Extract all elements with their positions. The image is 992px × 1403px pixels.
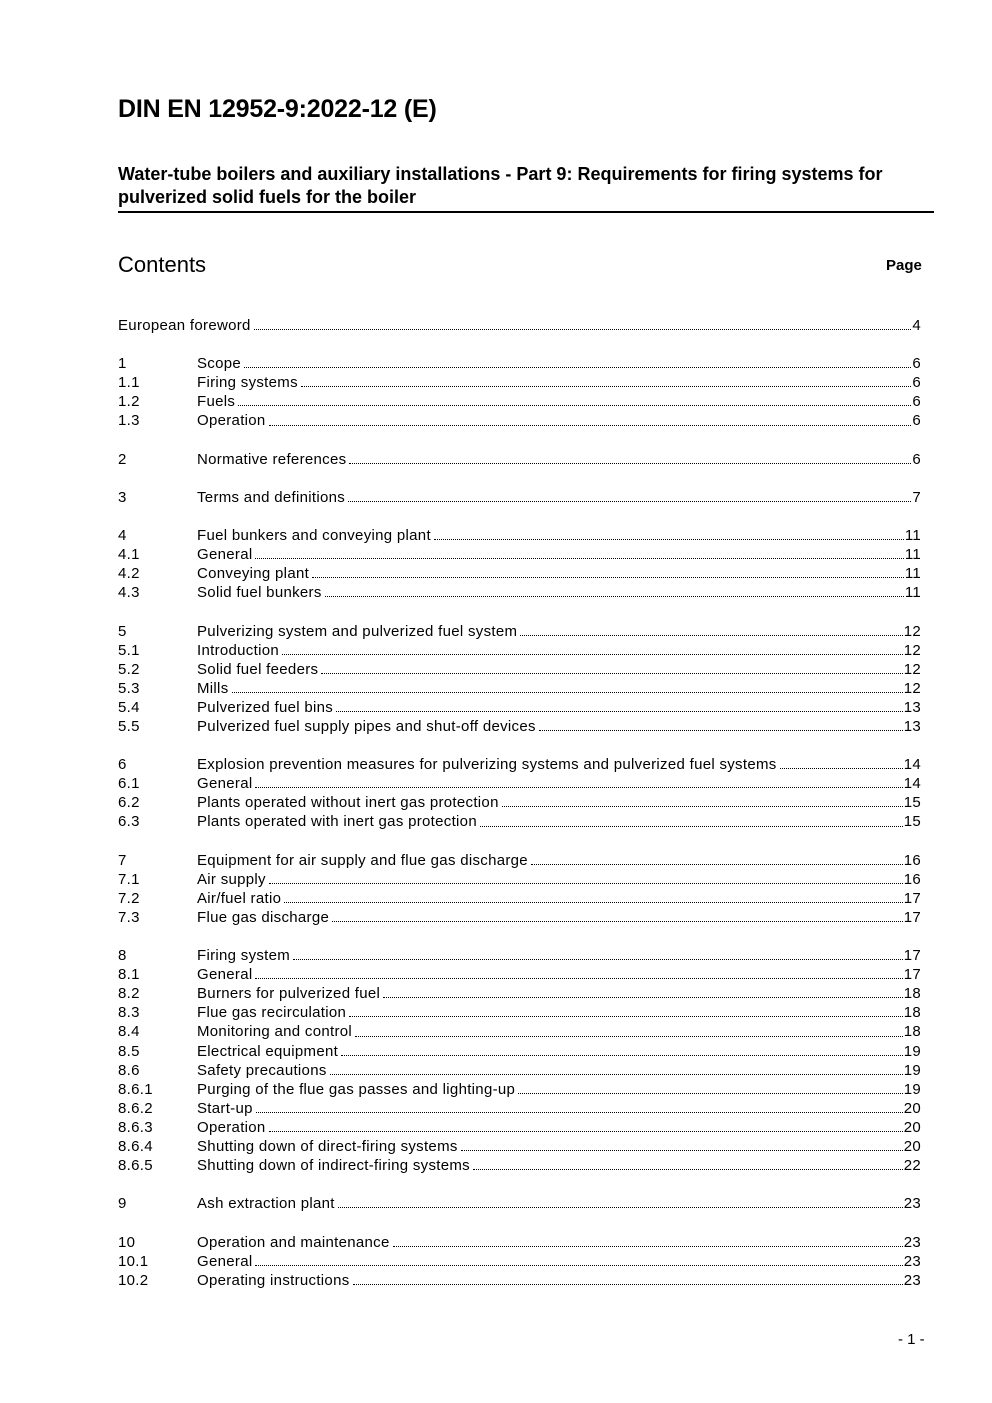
toc-entry[interactable] bbox=[118, 774, 921, 793]
toc-dot-leader bbox=[341, 1054, 903, 1056]
document-title: Water-tube boilers and auxiliary installations - Part 9: Requirements for firing systems for pulverized solid fuels for the boiler bbox=[118, 163, 934, 213]
toc-entry-title: General bbox=[197, 966, 253, 984]
toc-dot-leader bbox=[473, 1168, 903, 1170]
toc-entry[interactable] bbox=[118, 908, 921, 927]
toc-dot-leader bbox=[393, 1245, 903, 1247]
toc-entry-page: 20 bbox=[903, 1118, 921, 1136]
toc-entry[interactable] bbox=[118, 755, 921, 774]
toc-entry-number: 5.1 bbox=[118, 641, 140, 659]
toc-entry-page: 4 bbox=[912, 317, 921, 334]
toc-entry-number: 4 bbox=[118, 527, 127, 545]
toc-entry-page: 11 bbox=[904, 546, 921, 564]
toc-entry-number: 8.6.4 bbox=[118, 1138, 153, 1156]
toc-entry[interactable] bbox=[118, 1042, 921, 1061]
toc-dot-leader bbox=[301, 385, 911, 387]
toc-dot-leader bbox=[353, 1283, 903, 1285]
toc-entry-title: Operation bbox=[197, 1118, 266, 1136]
toc-entry-number: 1.2 bbox=[118, 393, 140, 411]
toc-spacer bbox=[118, 431, 921, 450]
toc-entry[interactable] bbox=[118, 526, 921, 545]
toc-spacer bbox=[118, 335, 921, 354]
toc-entry-title: Air supply bbox=[197, 870, 266, 888]
toc-entry-page: 12 bbox=[903, 660, 921, 678]
toc-entry[interactable] bbox=[118, 1137, 921, 1156]
toc-entry-title: Solid fuel bunkers bbox=[197, 584, 322, 602]
toc-entry-page: 6 bbox=[912, 450, 921, 468]
toc-entry-page: 19 bbox=[903, 1061, 921, 1079]
toc-entry-page: 17 bbox=[903, 947, 921, 965]
toc-entry-title: Fuel bunkers and conveying plant bbox=[197, 527, 431, 545]
toc-entry-page: 17 bbox=[903, 889, 921, 907]
toc-entry[interactable] bbox=[118, 1252, 921, 1271]
toc-entry-title: Pulverized fuel bins bbox=[197, 698, 334, 716]
toc-entry[interactable] bbox=[118, 488, 921, 507]
toc-dot-leader bbox=[355, 1035, 903, 1037]
toc-entry-page: 16 bbox=[903, 851, 921, 869]
toc-entry-number: 6 bbox=[118, 756, 127, 774]
toc-entry-title: General bbox=[197, 546, 253, 564]
toc-entry[interactable] bbox=[118, 1156, 921, 1175]
toc-entry[interactable] bbox=[118, 679, 921, 698]
toc-entry[interactable] bbox=[118, 392, 921, 411]
toc-entry-page: 6 bbox=[912, 355, 921, 373]
toc-entry-title: Flue gas recirculation bbox=[197, 1004, 347, 1022]
toc-entry-page: 13 bbox=[903, 717, 921, 735]
toc-entry[interactable] bbox=[118, 354, 921, 373]
toc-entry-title: Terms and definitions bbox=[197, 488, 346, 506]
toc-entry-number: 9 bbox=[118, 1195, 127, 1213]
toc-entry-title: Purging of the flue gas passes and lighting-up bbox=[197, 1080, 516, 1098]
toc-entry-title: Air/fuel ratio bbox=[197, 889, 282, 907]
toc-entry-page: 6 bbox=[912, 412, 921, 430]
toc-entry-number: 7.1 bbox=[118, 870, 140, 888]
toc-entry-page: 15 bbox=[903, 813, 921, 831]
toc-entry-number: 5.2 bbox=[118, 660, 140, 678]
toc-entry[interactable] bbox=[118, 812, 921, 831]
toc-entry[interactable] bbox=[118, 411, 921, 430]
toc-entry-page: 11 bbox=[904, 527, 921, 545]
toc-entry-number: 1 bbox=[118, 355, 127, 373]
toc-entry-page: 22 bbox=[903, 1157, 921, 1175]
toc-spacer bbox=[118, 927, 921, 946]
toc-entry-number: 4.1 bbox=[118, 546, 140, 564]
toc-entry-number: 6.1 bbox=[118, 775, 140, 793]
toc-dot-leader bbox=[539, 729, 903, 731]
toc-dot-leader bbox=[349, 462, 911, 464]
toc-entry[interactable] bbox=[118, 641, 921, 660]
toc-entry[interactable] bbox=[118, 698, 921, 717]
toc-entry-page: 18 bbox=[903, 985, 921, 1003]
toc-dot-leader bbox=[338, 1206, 903, 1208]
toc-entry-page: 13 bbox=[903, 698, 921, 716]
toc-entry-title: Shutting down of direct-firing systems bbox=[197, 1138, 458, 1156]
toc-entry-number: 8.5 bbox=[118, 1042, 140, 1060]
toc-entry-page: 14 bbox=[903, 775, 921, 793]
document-id: DIN EN 12952-9:2022-12 (E) bbox=[118, 95, 437, 123]
toc-entry-title: Plants operated with inert gas protection bbox=[197, 813, 477, 831]
toc-entry-title: Shutting down of indirect-firing systems bbox=[197, 1157, 470, 1175]
toc-entry-title: General bbox=[197, 1252, 253, 1270]
toc-entry[interactable] bbox=[118, 851, 921, 870]
toc-dot-leader bbox=[434, 538, 904, 540]
toc-spacer bbox=[118, 1213, 921, 1232]
toc-entry-title: Equipment for air supply and flue gas discharge bbox=[197, 851, 528, 869]
toc-entry-page: 14 bbox=[903, 756, 921, 774]
toc-dot-leader bbox=[502, 805, 903, 807]
toc-entry[interactable] bbox=[118, 1194, 921, 1213]
toc-entry-number: 5.5 bbox=[118, 717, 140, 735]
toc-entry-page: 11 bbox=[904, 565, 921, 583]
toc-entry-title: Mills bbox=[197, 679, 229, 697]
toc-entry[interactable] bbox=[118, 984, 921, 1003]
toc-dot-leader bbox=[255, 977, 902, 979]
toc-entry-number: 8 bbox=[118, 947, 127, 965]
toc-entry-number: 10.2 bbox=[118, 1271, 149, 1289]
toc-dot-leader bbox=[269, 424, 912, 426]
toc-entry-number: 8.1 bbox=[118, 966, 140, 984]
toc-entry-title: Solid fuel feeders bbox=[197, 660, 319, 678]
toc-spacer bbox=[118, 736, 921, 755]
toc-entry[interactable] bbox=[118, 793, 921, 812]
toc-dot-leader bbox=[520, 634, 902, 636]
toc-entry-page: 20 bbox=[903, 1138, 921, 1156]
toc-entry-title: Start-up bbox=[197, 1099, 253, 1117]
toc-dot-leader bbox=[332, 920, 903, 922]
toc-entry-number: 5.3 bbox=[118, 679, 140, 697]
page-number: - 1 - bbox=[898, 1331, 925, 1348]
toc-entry[interactable] bbox=[118, 965, 921, 984]
toc-entry-page: 12 bbox=[903, 641, 921, 659]
table-of-contents bbox=[118, 316, 921, 1290]
toc-entry[interactable] bbox=[118, 583, 921, 602]
toc-dot-leader bbox=[255, 786, 902, 788]
toc-entry-title: Normative references bbox=[197, 450, 347, 468]
toc-entry-title: Conveying plant bbox=[197, 565, 310, 583]
contents-heading: Contents bbox=[118, 252, 207, 277]
toc-entry[interactable] bbox=[118, 946, 921, 965]
toc-dot-leader bbox=[256, 1111, 903, 1113]
toc-entry-number: 8.3 bbox=[118, 1004, 140, 1022]
toc-entry-page: 6 bbox=[912, 374, 921, 392]
toc-entry-title: Ash extraction plant bbox=[197, 1195, 335, 1213]
toc-entry-number: 6.3 bbox=[118, 813, 140, 831]
toc-entry[interactable] bbox=[118, 1233, 921, 1252]
toc-entry-page: 6 bbox=[912, 393, 921, 411]
toc-entry-page: 15 bbox=[903, 794, 921, 812]
toc-entry[interactable] bbox=[118, 545, 921, 564]
toc-entry-number: 1.3 bbox=[118, 412, 140, 430]
toc-entry-number: 3 bbox=[118, 488, 127, 506]
toc-entry-number: 8.6.3 bbox=[118, 1118, 153, 1136]
toc-entry-title: European foreword bbox=[118, 317, 251, 334]
toc-entry-title: Operating instructions bbox=[197, 1271, 350, 1289]
toc-dot-leader bbox=[255, 557, 903, 559]
toc-entry-page: 7 bbox=[912, 488, 921, 506]
toc-spacer bbox=[118, 1175, 921, 1194]
toc-entry-page: 20 bbox=[903, 1099, 921, 1117]
toc-entry[interactable] bbox=[118, 1099, 921, 1118]
toc-entry-page: 18 bbox=[903, 1023, 921, 1041]
toc-entry-page: 12 bbox=[903, 679, 921, 697]
toc-entry-title: Plants operated without inert gas protection bbox=[197, 794, 499, 812]
toc-entry-page: 23 bbox=[903, 1252, 921, 1270]
toc-entry-page: 16 bbox=[903, 870, 921, 888]
toc-entry-page: 17 bbox=[903, 966, 921, 984]
toc-entry-page: 23 bbox=[903, 1195, 921, 1213]
page-column-heading: Page bbox=[886, 257, 922, 274]
toc-entry-page: 17 bbox=[903, 908, 921, 926]
toc-entry-number: 5 bbox=[118, 622, 127, 640]
toc-dot-leader bbox=[780, 767, 903, 769]
toc-entry-number: 7.2 bbox=[118, 889, 140, 907]
toc-dot-leader bbox=[321, 672, 902, 674]
toc-entry-title: Electrical equipment bbox=[197, 1042, 339, 1060]
toc-dot-leader bbox=[238, 404, 911, 406]
toc-entry-title: Pulverized fuel supply pipes and shut-off devices bbox=[197, 717, 536, 735]
toc-spacer bbox=[118, 507, 921, 526]
toc-entry[interactable] bbox=[118, 564, 921, 583]
toc-dot-leader bbox=[244, 366, 911, 368]
toc-dot-leader bbox=[330, 1073, 903, 1075]
toc-spacer bbox=[118, 602, 921, 621]
toc-entry-number: 8.6.2 bbox=[118, 1099, 153, 1117]
toc-entry-number: 7.3 bbox=[118, 908, 140, 926]
toc-entry-page: 23 bbox=[903, 1233, 921, 1251]
toc-entry-title: Fuels bbox=[197, 393, 236, 411]
toc-entry-page: 19 bbox=[903, 1042, 921, 1060]
toc-dot-leader bbox=[348, 500, 911, 502]
toc-entry[interactable] bbox=[118, 450, 921, 469]
toc-dot-leader bbox=[282, 653, 903, 655]
toc-entry-number: 10 bbox=[118, 1233, 136, 1251]
toc-entry-title: Safety precautions bbox=[197, 1061, 327, 1079]
toc-entry-number: 5.4 bbox=[118, 698, 140, 716]
toc-entry-number: 8.4 bbox=[118, 1023, 140, 1041]
toc-dot-leader bbox=[293, 958, 903, 960]
toc-dot-leader bbox=[336, 710, 903, 712]
toc-entry[interactable] bbox=[118, 1271, 921, 1290]
toc-dot-leader bbox=[254, 328, 912, 330]
toc-entry-page: 11 bbox=[904, 584, 921, 602]
toc-entry[interactable] bbox=[118, 1118, 921, 1137]
toc-dot-leader bbox=[531, 863, 903, 865]
toc-entry-title: General bbox=[197, 775, 253, 793]
toc-spacer bbox=[118, 832, 921, 851]
toc-entry-title: Firing system bbox=[197, 947, 291, 965]
toc-entry-title: Burners for pulverized fuel bbox=[197, 985, 381, 1003]
toc-dot-leader bbox=[312, 576, 904, 578]
toc-entry-title: Scope bbox=[197, 355, 242, 373]
toc-dot-leader bbox=[349, 1015, 903, 1017]
toc-entry-page: 12 bbox=[903, 622, 921, 640]
toc-entry-number: 8.6.5 bbox=[118, 1157, 153, 1175]
toc-entry-title: Explosion prevention measures for pulverizing systems and pulverized fuel systems bbox=[197, 756, 777, 774]
toc-entry-number: 4.3 bbox=[118, 584, 140, 602]
toc-entry[interactable] bbox=[118, 373, 921, 392]
toc-entry-number: 1.1 bbox=[118, 374, 140, 392]
toc-entry[interactable] bbox=[118, 1003, 921, 1022]
toc-entry-page: 19 bbox=[903, 1080, 921, 1098]
toc-dot-leader bbox=[269, 882, 903, 884]
toc-entry[interactable] bbox=[118, 660, 921, 679]
toc-entry[interactable] bbox=[118, 717, 921, 736]
toc-entry-number: 2 bbox=[118, 450, 127, 468]
toc-entry-title: Operation bbox=[197, 412, 266, 430]
toc-entry[interactable] bbox=[118, 889, 921, 908]
toc-entry-title: Monitoring and control bbox=[197, 1023, 353, 1041]
toc-entry[interactable] bbox=[118, 1080, 921, 1099]
toc-dot-leader bbox=[269, 1130, 903, 1132]
toc-dot-leader bbox=[255, 1264, 902, 1266]
toc-entry[interactable] bbox=[118, 1022, 921, 1041]
toc-entry-title: Operation and maintenance bbox=[197, 1233, 390, 1251]
toc-entry-number: 8.2 bbox=[118, 985, 140, 1003]
toc-entry-number: 6.2 bbox=[118, 794, 140, 812]
toc-entry-number: 8.6.1 bbox=[118, 1080, 153, 1098]
toc-dot-leader bbox=[284, 901, 902, 903]
toc-entry-page: 18 bbox=[903, 1004, 921, 1022]
toc-entry-title: Introduction bbox=[197, 641, 279, 659]
toc-dot-leader bbox=[480, 825, 903, 827]
toc-entry-title: Pulverizing system and pulverized fuel system bbox=[197, 622, 518, 640]
toc-dot-leader bbox=[383, 996, 903, 998]
toc-entry-number: 4.2 bbox=[118, 565, 140, 583]
toc-entry[interactable] bbox=[118, 622, 921, 641]
toc-entry-page: 23 bbox=[903, 1271, 921, 1289]
toc-entry-title: Firing systems bbox=[197, 374, 298, 392]
toc-entry-number: 10.1 bbox=[118, 1252, 149, 1270]
toc-entry-number: 7 bbox=[118, 851, 127, 869]
toc-dot-leader bbox=[325, 595, 904, 597]
toc-dot-leader bbox=[232, 691, 903, 693]
toc-entry[interactable] bbox=[118, 870, 921, 889]
toc-dot-leader bbox=[518, 1092, 903, 1094]
toc-entry[interactable] bbox=[118, 1061, 921, 1080]
toc-spacer bbox=[118, 469, 921, 488]
toc-entry-title: Flue gas discharge bbox=[197, 908, 330, 926]
toc-entry-number: 8.6 bbox=[118, 1061, 140, 1079]
toc-dot-leader bbox=[461, 1149, 903, 1151]
toc-entry[interactable] bbox=[118, 316, 921, 335]
